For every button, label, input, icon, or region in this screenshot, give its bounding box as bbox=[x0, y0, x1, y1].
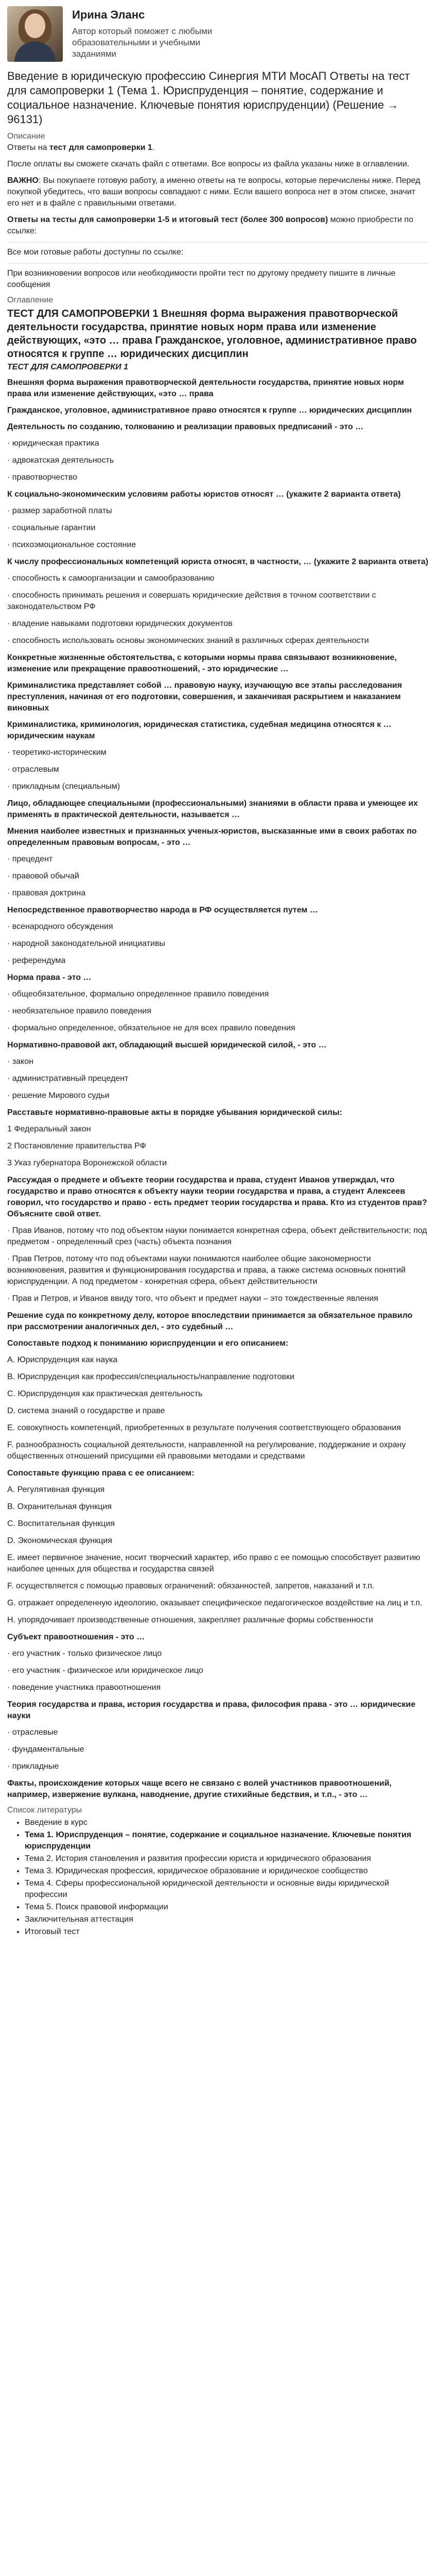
question: Рассуждая о предмете и объекте теории государства и права, студент Иванов утверждал, что государство и право относятся к объекту науки теории государства и права, а студент Алексеев говорил, что государство и право - есть предмет теории государства и права. Кто из студентов прав? Объясните свой ответ. bbox=[7, 1176, 427, 1218]
intro-important: ВАЖНО bbox=[7, 176, 39, 185]
answer-option: · юридическая практика bbox=[7, 439, 99, 448]
question: Теория государства и права, история государства и права, философия права - это … юридические науки bbox=[7, 1700, 416, 1720]
question-list bbox=[7, 377, 429, 1801]
answer-option: · отраслевые bbox=[7, 1728, 58, 1737]
answer-option: · психоэмоциональное состояние bbox=[7, 540, 136, 549]
answer-option: · поведение участника правоотношения bbox=[7, 1683, 161, 1692]
answer-option: · решение Мирового судьи bbox=[7, 1091, 110, 1100]
answer-option: F. разнообразность социальной деятельности, направленной на регулирование, поддержание и охрану общественных отношений присущими ей правовыми методами и средствами bbox=[7, 1440, 406, 1461]
question: Решение суда по конкретному делу, которое впоследствии принимается за обязательное правило при рассмотрении аналогичных дел, - это судебный … bbox=[7, 1311, 413, 1331]
intro-p3-text: : Вы покупаете готовую работу, а именно ответы на те вопросы, которые перечислены ниже. Перед покупкой убедитесь, что ваши вопросы совпадают с ними. Если вашего вопроса нет в этом списке, значит его нет и в файле с правильными ответами. bbox=[7, 176, 421, 208]
intro-p5: Все мои готовые работы доступны по ссылке: bbox=[7, 248, 184, 257]
intro-p4-bold: Ответы на тесты для самопроверки 1-5 и итоговый тест (более 300 вопросов) bbox=[7, 215, 328, 224]
answer-option: · Прав Иванов, потому что под объектом науки понимается конкретная сфера, объект действительности; под предметом - определенный срез (часть) объекта познания bbox=[7, 1226, 427, 1246]
literature-list bbox=[7, 1817, 429, 1938]
section-label-literature: Список литературы bbox=[7, 1806, 82, 1815]
literature-item: • Тема 5. Поиск правовой информации bbox=[25, 1902, 429, 1913]
answer-option: A. Регулятивная функция bbox=[7, 1485, 105, 1494]
author-description: Автор который поможет с любыми образовательными и учебными заданиями bbox=[72, 26, 213, 59]
answer-option: A. Юриспруденция как наука bbox=[7, 1355, 118, 1364]
intro-p1-text: Ответы на bbox=[7, 143, 49, 152]
answer-option: · прикладным (специальным) bbox=[7, 782, 120, 791]
answer-option: · референдума bbox=[7, 956, 66, 965]
answer-option: · Прав Петров, потому что под объектами науки понимаются наиболее общие закономерности возникновения, развития и функционирования государства и права, а также система основных понятий юриспруденции. А под предметом - конкретная сфера, объект действительности bbox=[7, 1255, 406, 1286]
answer-option: · всенародного обсуждения bbox=[7, 922, 113, 931]
toc-heading: ТЕСТ ДЛЯ САМОПРОВЕРКИ 1 Внешняя форма выражения правотворческой деятельности государства, принятие новых норм права или изменение действующих, «это … права Гражданское, уголовное, административное право относятся к группе … юридических дисциплин bbox=[7, 308, 417, 360]
question: Гражданское, уголовное, административное право относятся к группе … юридических дисциплин bbox=[7, 406, 412, 415]
question: Норма права - это … bbox=[7, 973, 92, 982]
question: Сопоставьте функцию права с ее описанием: bbox=[7, 1469, 195, 1478]
toc-subheading: ТЕСТ ДЛЯ САМОПРОВЕРКИ 1 bbox=[7, 363, 128, 371]
answer-option: 3 Указ губернатора Воронежской области bbox=[7, 1159, 167, 1167]
answer-option: · правотворчество bbox=[7, 473, 77, 482]
question: Криминалистика, криминология, юридическая статистика, судебная медицина относятся к … юридическим наукам bbox=[7, 720, 392, 740]
intro-p1 bbox=[7, 142, 429, 154]
literature-item: • Заключительная аттестация bbox=[25, 1914, 429, 1925]
literature-item: • Тема 4. Сферы профессиональной юридической деятельности и основные виды юридической профессии bbox=[25, 1878, 429, 1901]
section-label-description: Описание bbox=[7, 132, 45, 141]
answer-option: C. Юриспруденция как практическая деятельность bbox=[7, 1389, 203, 1398]
answer-option: · правовая доктрина bbox=[7, 889, 86, 897]
answer-option: · необязательное правило поведения bbox=[7, 1007, 151, 1015]
question: Внешняя форма выражения правотворческой деятельности государства, принятие новых норм права или изменение действующих, «это … права bbox=[7, 378, 404, 398]
literature-item: • Тема 3. Юридическая профессия, юридическое образование и юридическое сообщество bbox=[25, 1866, 429, 1877]
answer-option: · его участник - только физическое лицо bbox=[7, 1649, 162, 1658]
answer-option: G. отражает определенную идеологию, оказывает специфическое педагогическое воздействие на лиц и т.п. bbox=[7, 1599, 423, 1607]
answer-option: · общеобязательное, формально определенное правило поведения bbox=[7, 990, 269, 998]
question: Конкретные жизненные обстоятельства, с которыми нормы права связывают возникновение, изменение или прекращение правоотношений, - это юридические … bbox=[7, 653, 397, 673]
question: Мнения наиболее известных и признанных ученых-юристов, высказанные ими в своих работах по определенным правовым вопросам, - это … bbox=[7, 827, 417, 847]
question: К числу профессиональных компетенций юриста относят, в частности, … (укажите 2 варианта ответа) bbox=[7, 557, 428, 566]
intro-p2: После оплаты вы сможете скачать файл с ответами. Все вопросы из файла указаны ниже в оглавлении. bbox=[7, 160, 410, 168]
avatar[interactable] bbox=[7, 6, 63, 62]
answer-option: · его участник - физическое или юридическое лицо bbox=[7, 1666, 203, 1675]
answer-option: · способность использовать основы экономических знаний в различных сферах деятельности bbox=[7, 636, 369, 645]
answer-option: · способность к самоорганизации и самообразованию bbox=[7, 574, 215, 583]
answer-option: B. Охранительная функция bbox=[7, 1502, 112, 1511]
answer-option: · закон bbox=[7, 1057, 33, 1066]
question: Сопоставьте подход к пониманию юриспруденции и его описанием: bbox=[7, 1339, 289, 1348]
question: Криминалистика представляет собой … правовую науку, изучающую все этапы расследования преступления, начиная от его подготовки, совершения, и заканчивая раскрытием и наказанием виновных bbox=[7, 681, 402, 713]
literature-item: • Введение в курс bbox=[25, 1817, 429, 1828]
answer-option: · владение навыками подготовки юридических документов bbox=[7, 619, 233, 628]
question: Непосредственное правотворчество народа в РФ осуществляется путем … bbox=[7, 906, 318, 914]
answer-option: · социальные гарантии bbox=[7, 523, 96, 532]
divider bbox=[7, 263, 429, 264]
answer-option: · правовой обычай bbox=[7, 872, 79, 880]
answer-option: · прикладные bbox=[7, 1762, 59, 1771]
literature-item: • Итоговый тест bbox=[25, 1926, 429, 1938]
answer-option: · Прав и Петров, и Иванов ввиду того, что объект и предмет науки – это тождественные явления bbox=[7, 1294, 378, 1303]
answer-option: · формально определенное, обязательное не для всех правило поведения bbox=[7, 1024, 295, 1032]
divider bbox=[7, 242, 429, 243]
author-info bbox=[72, 6, 226, 60]
author-name[interactable]: Ирина Эланс bbox=[72, 8, 145, 21]
answer-option: · прецедент bbox=[7, 855, 53, 863]
answer-option: · теоретико-историческим bbox=[7, 748, 107, 757]
answer-option: 2 Постановление правительства РФ bbox=[7, 1142, 146, 1150]
question: Лицо, обладающее специальными (профессиональными) знаниями в области права и умеющее их применять в практической деятельности, называется … bbox=[7, 799, 418, 819]
answer-option: D. Экономическая функция bbox=[7, 1536, 112, 1545]
page-title: Введение в юридическую профессию Синергия МТИ МосАП Ответы на тест для самопроверки 1 (Тема 1. Юриспруденция – понятие, содержание и социальное назначение. Ключевые понятия юриспруденции) (Решение → 96131) bbox=[7, 70, 410, 126]
answer-option: · способность принимать решения и совершать юридические действия в точном соответствии с законодательством РФ bbox=[7, 591, 376, 611]
question: Расставьте нормативно-правовые акты в порядке убывания юридической силы: bbox=[7, 1108, 342, 1117]
answer-option: E. имеет первичное значение, носит творческий характер, ибо право с ее помощью способствует развитию наиболее ценных для общества и государства связей bbox=[7, 1553, 421, 1573]
answer-option: · фундаментальные bbox=[7, 1745, 84, 1754]
question: Факты, происхождение которых чаще всего не связано с волей участников правоотношений, например, извержение вулкана, наводнение, другие стихийные бедствия, и т.п., - это … bbox=[7, 1779, 392, 1799]
intro-p3 bbox=[7, 175, 429, 209]
answer-option: · размер заработной платы bbox=[7, 506, 112, 515]
intro-p4-text: можно приобрести по ссылке: bbox=[7, 215, 413, 235]
answer-option: · адвокатская деятельность bbox=[7, 456, 114, 465]
question: Деятельность по созданию, толкованию и реализации правовых предписаний - это … bbox=[7, 422, 364, 431]
question: Нормативно-правовой акт, обладающий высшей юридической силой, - это … bbox=[7, 1041, 327, 1049]
question: К социально-экономическим условиям работы юристов относят … (укажите 2 варианта ответа) bbox=[7, 490, 401, 499]
answer-option: B. Юриспруденция как профессия/специальность/направление подготовки bbox=[7, 1372, 294, 1381]
answer-option: · народной законодательной инициативы bbox=[7, 939, 165, 948]
intro-p1-bold: тест для самопроверки 1 bbox=[49, 143, 152, 152]
answer-option: E. совокупность компетенций, приобретенных в результате получения соответствующего образования bbox=[7, 1423, 401, 1432]
question: Субъект правоотношения - это … bbox=[7, 1633, 145, 1641]
section-label-toc: Оглавление bbox=[7, 296, 54, 304]
author-block bbox=[7, 6, 429, 62]
answer-option: 1 Федеральный закон bbox=[7, 1125, 91, 1133]
answer-option: · административный прецедент bbox=[7, 1074, 129, 1083]
answer-option: · отраслевым bbox=[7, 765, 59, 774]
answer-option: D. система знаний о государстве и праве bbox=[7, 1406, 165, 1415]
intro-p1-end: . bbox=[152, 143, 155, 152]
intro-p4 bbox=[7, 214, 429, 237]
answer-option: F. осуществляется с помощью правовых ограничений: обязанностей, запретов, наказаний и т.п. bbox=[7, 1582, 375, 1590]
answer-option: H. упорядочивает производственные отношения, закрепляет различные формы собственности bbox=[7, 1616, 373, 1624]
literature-item: • Тема 2. История становления и развития профессии юриста и юридического образования bbox=[25, 1853, 429, 1865]
answer-option: C. Воспитательная функция bbox=[7, 1519, 115, 1528]
intro-p6: При возникновении вопросов или необходимости пройти тест по другому предмету пишите в личные сообщения bbox=[7, 269, 396, 289]
literature-item: • Тема 1. Юриспруденция – понятие, содержание и социальное назначение. Ключевые понятия юриспруденции bbox=[25, 1829, 429, 1852]
